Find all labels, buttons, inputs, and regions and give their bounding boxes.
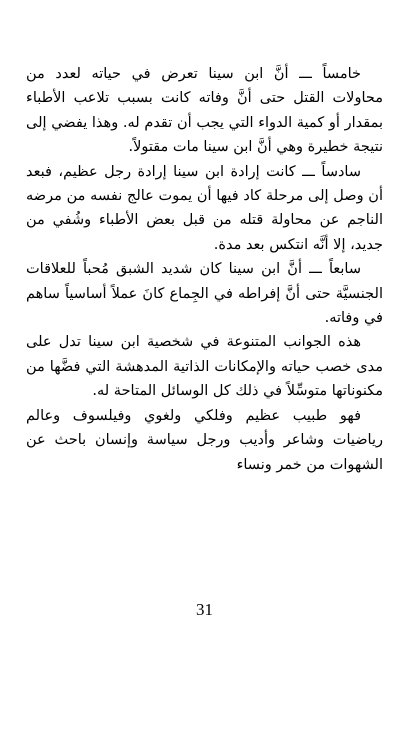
paragraph-professions: فهو طبيب عظيم وفلكي ولغوي وفيلسوف وعالم رياضيات وشاعر وأديب ورجل سياسة وإنسان باحث عن الشهوات من خمر ونساء xyxy=(26,407,383,473)
page-number: 31 xyxy=(196,600,213,619)
paragraph-fifth-point: خامساً ـــ أنَّ ابن سينا تعرض في حياته لعدد من محاولات القتل حتى أنَّ وفاته كانت بسبب تلاعب الأطباء بمقدار أو كمية الدواء التي يجب أن تقدم له. وهذا يفضي إلى نتيجة خطيرة وهي أنَّ ابن سينا مات مقتولاً. xyxy=(26,66,383,156)
body-text xyxy=(26,62,383,477)
paragraph-sixth-point: سادساً ـــ كانت إرادة ابن سينا إرادة رجل عظيم، فبعد أن وصل إلى مرحلة كاد فيها أن يموت عالج نفسه من مرضه الناجم عن محاولة قتله من قبل بعض الأطباء وشُفي من جديد، إلا أنَّه انتكس بعد مدة. xyxy=(26,163,383,253)
paragraph-seventh-point: سابعاً ـــ أنَّ ابن سينا كان شديد الشبق مُحباً للعلاقات الجنسيَّة حتى أنَّ إفراطه في الجِماع كانَ عملاً أساسياً ساهم في وفاته. xyxy=(26,261,383,327)
paragraph-personality-aspects: هذه الجوانب المتنوعة في شخصية ابن سينا تدل على مدى خصب حياته والإمكانات الذاتية المدهشة التي فضَّها من مكنوناتها متوسِّلاً في ذلك كل الوسائل المتاحة له. xyxy=(26,334,383,400)
